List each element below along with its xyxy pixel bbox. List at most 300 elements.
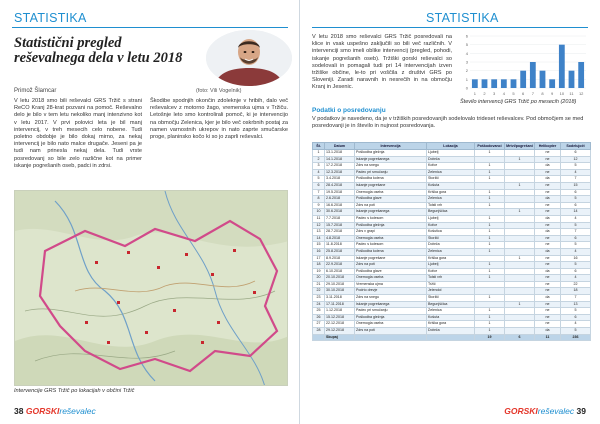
table-row — [313, 235, 591, 242]
monthly-bar-chart — [460, 32, 590, 98]
table-row — [313, 288, 591, 295]
table-cell: 4 — [561, 275, 591, 282]
table-cell: 14 — [561, 209, 591, 216]
chart-x-tick: 5 — [512, 91, 515, 96]
table-cell: Poškodba glave — [355, 196, 427, 203]
chart-y-tick: 0 — [465, 85, 468, 91]
table-row — [313, 169, 591, 176]
table-cell: Iskanje pogrešane — [355, 182, 427, 189]
chart-x-tick: 4 — [502, 91, 505, 96]
table-cell: Ljubelj — [427, 262, 475, 269]
table-cell: 1 — [475, 321, 505, 328]
table-cell: Poškodba kolena — [355, 176, 427, 183]
table-cell: 1 — [475, 202, 505, 209]
table-cell: 3 — [313, 163, 325, 170]
table-cell: 1 — [475, 295, 505, 302]
table-cell: 18 — [313, 262, 325, 269]
table-cell — [505, 248, 535, 255]
table-cell: Zelenica — [427, 196, 475, 203]
table-cell: Ljubelj — [427, 150, 475, 157]
table-cell: 4 — [561, 248, 591, 255]
table-row — [313, 215, 591, 222]
table-cell: Košuta — [427, 314, 475, 321]
table-cell: ne — [535, 202, 561, 209]
table-cell: ne — [535, 222, 561, 229]
table-cell: Onemogla oseba — [355, 189, 427, 196]
table-cell: Zdrs na poti — [355, 202, 427, 209]
table-cell: Zdrs na poti — [355, 262, 427, 269]
table-total-cell: Skupaj — [325, 334, 355, 341]
footer-left — [14, 406, 96, 416]
table-cell — [505, 275, 535, 282]
table-cell: 13 — [313, 229, 325, 236]
table-cell: 2 — [313, 156, 325, 163]
table-cell: 11 — [313, 215, 325, 222]
table-cell: Košuta — [427, 182, 475, 189]
table-cell: 4 — [561, 215, 591, 222]
table-cell: ne — [535, 308, 561, 315]
table-cell: Kriška gora — [427, 189, 475, 196]
table-cell: 15 — [313, 242, 325, 249]
table-cell: Zdrs v grapi — [355, 229, 427, 236]
table-cell: da — [535, 328, 561, 335]
table-cell: Zelenica — [427, 248, 475, 255]
chart-bar — [501, 79, 507, 88]
chart-x-tick: 1 — [473, 91, 476, 96]
table-cell: da — [535, 163, 561, 170]
table-cell — [505, 163, 535, 170]
chart-x-tick: 3 — [493, 91, 496, 96]
table-row — [313, 222, 591, 229]
table-cell — [505, 268, 535, 275]
table-cell: 17.11.2018 — [325, 301, 355, 308]
table-cell: ne — [535, 314, 561, 321]
table-cell: Ljubelj — [427, 215, 475, 222]
table-cell: 5 — [561, 308, 591, 315]
table-cell: 1 — [475, 150, 505, 157]
table-cell: Iskanje pogrešanega — [355, 301, 427, 308]
table-cell: 6 — [561, 150, 591, 157]
section-title-right: STATISTIKA — [426, 11, 499, 25]
chart-x-tick: 11 — [569, 91, 574, 96]
table-cell: 16.6.2018 — [325, 202, 355, 209]
table-cell: da — [535, 215, 561, 222]
table-cell: Jelendol — [427, 288, 475, 295]
table-cell: Zdrs na poti — [355, 328, 427, 335]
chart-y-tick: 6 — [465, 33, 468, 39]
table-row — [313, 229, 591, 236]
table-cell — [505, 242, 535, 249]
table-cell: 28.4.2018 — [325, 182, 355, 189]
table-cell: 27 — [313, 321, 325, 328]
table-cell: da — [535, 295, 561, 302]
table-header-cell: Poškodovanci — [475, 143, 505, 150]
table-total-cell — [355, 334, 427, 341]
table-cell — [505, 308, 535, 315]
table-cell: ne — [535, 262, 561, 269]
table-row — [313, 189, 591, 196]
table-cell: 1 — [475, 308, 505, 315]
chart-bar — [578, 62, 584, 88]
table-cell: 4 — [561, 321, 591, 328]
table-cell: 5 — [561, 163, 591, 170]
chart-y-tick: 1 — [465, 76, 468, 82]
author-name: Primož Šlamcar — [14, 88, 57, 94]
table-cell: Onemogla oseba — [355, 275, 427, 282]
table-cell: 20.10.2018 — [325, 275, 355, 282]
table-cell — [505, 176, 535, 183]
table-cell: 5 — [313, 176, 325, 183]
table-cell: 7 — [561, 229, 591, 236]
table-cell: Zdrs na snegu — [355, 295, 427, 302]
table-cell: Tolsti vrh — [427, 202, 475, 209]
brand-resevalec: reševalec — [59, 406, 96, 416]
brand-resevalec-right: reševalec — [537, 406, 575, 416]
table-cell: 13.1.2018 — [325, 150, 355, 157]
table-cell — [505, 288, 535, 295]
table-cell: 5 — [561, 242, 591, 249]
table-row — [313, 150, 591, 157]
body-text-right: Škodibe spodnjih okončin zdoleknje v hribih, dalo več reševalcev z motorno žago, vremenska ujma v Tržiču. Letošnje leto smo kontrolirali pomoč, ki je intervencijo na območju Zelenica, kjer je bilo več oskrbnih postaj za namen varnostnih ukrepov in nato zaprte smučarske proge, planinsko kočo ki so jo zaprli reševalci. — [150, 98, 288, 141]
table-cell: 12.3.2018 — [325, 169, 355, 176]
table-cell — [475, 156, 505, 163]
table-cell: 11.8.2018 — [325, 242, 355, 249]
table-cell: 4 — [561, 169, 591, 176]
table-cell: ne — [535, 169, 561, 176]
table-cell: 1 — [475, 169, 505, 176]
table-cell: Kofce — [427, 268, 475, 275]
section-title: STATISTIKA — [14, 11, 87, 25]
table-cell: Poškodba gležnja — [355, 222, 427, 229]
table-cell: 1 — [475, 189, 505, 196]
table-cell: 13 — [561, 301, 591, 308]
table-cell: 16 — [561, 255, 591, 262]
table-cell: Kofce — [427, 163, 475, 170]
subheading-text: V podatkov je navedeno, da je v tržiških posredovanjih sodelovalo trideset reševalcev. Pod območjem se med posredovanji je in število in nujnost posredovanja. — [312, 116, 584, 130]
table-cell: 24 — [313, 301, 325, 308]
table-total-cell: 236 — [561, 334, 591, 341]
table-header-cell: Helikopter — [535, 143, 561, 150]
table-cell: Padec s kolesom — [355, 242, 427, 249]
table-cell: Iskanje pogrešanega — [355, 209, 427, 216]
table-cell: 22.12.2018 — [325, 321, 355, 328]
table-cell: 30.6.2018 — [325, 209, 355, 216]
table-cell: 14 — [313, 235, 325, 242]
table-row — [313, 314, 591, 321]
table-cell: 22.9.2018 — [325, 262, 355, 269]
table-cell: ne — [535, 182, 561, 189]
table-cell: Vremenska ujma — [355, 281, 427, 288]
intro-text: V letu 2018 smo reševalci GRS Tržič posredovali na klice in vsak uspešno zaključili so bili več različnih. V intervenciji smo imeli oblike intervencij (pregled, pohodi, iskanje pogrešanih oseb). Tržiški gorski reševalci so sodelovali in pomagali tudi pri 14 intervencijah izven tržiške občine, le-to pri voščila z društvi GRS po Sloveniji. Zaradi naravnih in nesrečih in na območju Kranj in Jesenic. — [312, 34, 452, 91]
chart-x-tick: 6 — [522, 91, 525, 96]
chart-x-tick: 9 — [551, 91, 554, 96]
interventions-table — [312, 142, 591, 341]
table-cell: 22 — [561, 281, 591, 288]
table-cell: ne — [535, 255, 561, 262]
table-cell: 5 — [561, 222, 591, 229]
intervention-map — [14, 190, 288, 386]
table-cell: Begunjščica — [427, 209, 475, 216]
table-cell: 8 — [313, 196, 325, 203]
table-cell: 14.1.2018 — [325, 156, 355, 163]
page-number-right: 39 — [576, 406, 586, 416]
chart-bar — [559, 45, 565, 88]
table-cell — [505, 314, 535, 321]
table-cell: 1 — [475, 275, 505, 282]
table-cell: 1 — [505, 209, 535, 216]
table-cell: da — [535, 268, 561, 275]
table-cell — [505, 321, 535, 328]
chart-y-tick: 3 — [465, 59, 468, 65]
table-cell: Tržič — [427, 281, 475, 288]
table-cell: 1 — [475, 222, 505, 229]
table-cell: ne — [535, 189, 561, 196]
table-cell: 1 — [475, 163, 505, 170]
table-cell: Iskanje pogrešanega — [355, 156, 427, 163]
table-cell: ne — [535, 288, 561, 295]
chart-x-tick: 10 — [559, 91, 565, 96]
table-cell: 3.4.2018 — [325, 176, 355, 183]
table-cell: 17 — [313, 255, 325, 262]
table-cell: Iskanje pogrešane — [355, 255, 427, 262]
brand-gorski: GORSKI — [25, 406, 60, 416]
title-rule-right — [312, 27, 588, 28]
table-cell: 22 — [313, 288, 325, 295]
table-cell — [505, 215, 535, 222]
chart-bar — [540, 71, 546, 88]
table-cell: 1 — [475, 196, 505, 203]
table-row — [313, 182, 591, 189]
title-rule — [12, 27, 288, 28]
table-cell: 25 — [313, 308, 325, 315]
table-row — [313, 209, 591, 216]
table-cell: 15.12.2018 — [325, 314, 355, 321]
table-cell: 5 — [561, 196, 591, 203]
table-row — [313, 328, 591, 335]
chart-bar — [549, 79, 555, 88]
table-cell — [505, 196, 535, 203]
table-cell: 4 — [313, 169, 325, 176]
chart-bar — [491, 79, 497, 88]
table-cell — [505, 328, 535, 335]
chart-bar — [472, 79, 478, 88]
map-caption: Intervencije GRS Tržič po lokacijah v občini Tržič — [14, 388, 135, 394]
chart-bar — [569, 71, 575, 88]
table-header-cell: Št. — [313, 143, 325, 150]
table-cell: 20 — [313, 275, 325, 282]
table-cell: 19 — [313, 268, 325, 275]
table-cell — [505, 262, 535, 269]
table-cell: Zdrs na snegu — [355, 163, 427, 170]
table-cell: 2.6.2018 — [325, 196, 355, 203]
table-cell: 7 — [561, 295, 591, 302]
table-row — [313, 156, 591, 163]
table-cell: 1 — [475, 328, 505, 335]
table-cell: 6.10.2018 — [325, 268, 355, 275]
chart-y-tick: 2 — [465, 68, 468, 74]
table-cell: Dobrča — [427, 328, 475, 335]
table-cell: 16 — [313, 248, 325, 255]
table-total-cell — [427, 334, 475, 341]
table-cell: 10 — [313, 209, 325, 216]
table-cell — [505, 281, 535, 288]
table-cell — [505, 229, 535, 236]
table-cell: 15 — [561, 182, 591, 189]
table-total-cell: 6 — [505, 334, 535, 341]
table-cell: ne — [535, 209, 561, 216]
table-cell: 6 — [561, 189, 591, 196]
table-cell: 15.7.2018 — [325, 222, 355, 229]
table-cell: 29.10.2018 — [325, 281, 355, 288]
chart-bar — [520, 71, 526, 88]
table-row — [313, 176, 591, 183]
table-cell: 1 — [475, 268, 505, 275]
table-cell: 17.2.2018 — [325, 163, 355, 170]
table-header-cell: Datum — [325, 143, 355, 150]
table-header-cell: Sodelujoči — [561, 143, 591, 150]
table-cell: Kriška gora — [427, 321, 475, 328]
table-cell: Kofce — [427, 222, 475, 229]
chart-bar — [482, 79, 488, 88]
table-cell: Padec pri smučanju — [355, 308, 427, 315]
table-cell — [505, 189, 535, 196]
table-cell: Podrto drevje — [355, 288, 427, 295]
chart-caption: Število intervencij GRS Tržič po mesecih (2018) — [460, 99, 577, 105]
table-cell — [475, 301, 505, 308]
table-cell: Dobrča — [427, 156, 475, 163]
table-cell: 6 — [561, 314, 591, 321]
table-cell: 5 — [561, 328, 591, 335]
table-cell: 1 — [475, 229, 505, 236]
table-cell: 6 — [561, 235, 591, 242]
table-row — [313, 275, 591, 282]
table-cell: 30.10.2018 — [325, 288, 355, 295]
table-cell: 1 — [475, 242, 505, 249]
table-cell: Onemogla oseba — [355, 321, 427, 328]
table-row — [313, 268, 591, 275]
table-cell — [475, 255, 505, 262]
table-cell: Poškodba gležnja — [355, 314, 427, 321]
table-total-cell: 19 — [475, 334, 505, 341]
table-cell: ne — [535, 235, 561, 242]
table-row — [313, 321, 591, 328]
chart-x-tick: 2 — [483, 91, 486, 96]
table-cell: 1.12.2018 — [325, 308, 355, 315]
table-cell: Storžič — [427, 176, 475, 183]
table-row — [313, 262, 591, 269]
table-cell: Košutica — [427, 229, 475, 236]
table-cell — [475, 209, 505, 216]
table-cell: Zelenica — [427, 169, 475, 176]
table-cell: 1 — [475, 215, 505, 222]
table-cell: 29.12.2018 — [325, 328, 355, 335]
table-cell — [475, 182, 505, 189]
chart-x-tick: 8 — [541, 91, 544, 96]
table-cell: Padec pri smučanju — [355, 169, 427, 176]
table-cell: 25.8.2018 — [325, 248, 355, 255]
table-cell: Storžič — [427, 235, 475, 242]
table-cell: 1 — [505, 156, 535, 163]
table-cell: da — [535, 229, 561, 236]
table-cell: 1 — [475, 176, 505, 183]
table-cell: ne — [535, 242, 561, 249]
table-cell: Poškodba kolena — [355, 248, 427, 255]
table-cell: ne — [535, 150, 561, 157]
table-cell — [505, 150, 535, 157]
footer-right — [504, 406, 586, 416]
table-cell: 4.8.2018 — [325, 235, 355, 242]
table-cell: 23 — [313, 295, 325, 302]
chart-x-tick: 12 — [578, 91, 584, 96]
table-cell: 1 — [475, 314, 505, 321]
table-cell: 6 — [561, 268, 591, 275]
table-cell — [505, 169, 535, 176]
table-cell: Poškodba gležnja — [355, 150, 427, 157]
table-cell: 1 — [475, 235, 505, 242]
table-cell: Begunjščica — [427, 301, 475, 308]
table-cell: 5 — [561, 262, 591, 269]
table-cell: ne — [535, 275, 561, 282]
table-cell: 28.7.2018 — [325, 229, 355, 236]
chart-bar — [511, 79, 517, 88]
table-row — [313, 163, 591, 170]
table-cell: ne — [535, 321, 561, 328]
table-cell: Storžič — [427, 295, 475, 302]
brand-gorski-right: GORSKI — [504, 406, 538, 416]
table-row — [313, 196, 591, 203]
table-cell: Kriška gora — [427, 255, 475, 262]
table-cell: da — [535, 248, 561, 255]
table-header-cell: Lokacija — [427, 143, 475, 150]
table-cell: 7 — [313, 189, 325, 196]
right-page — [300, 0, 600, 424]
article-title: Statistični pregled reševalnega dela v letu 2018 — [14, 35, 183, 66]
table-header-cell: Mrtvi/pogrešani — [506, 144, 533, 148]
table-cell: 3.11.2018 — [325, 295, 355, 302]
table-cell: da — [535, 176, 561, 183]
table-total-row — [313, 334, 591, 341]
table-cell: da — [535, 196, 561, 203]
table-cell: 1 — [505, 255, 535, 262]
table-cell — [505, 295, 535, 302]
table-row — [313, 295, 591, 302]
table-cell: 6 — [561, 202, 591, 209]
table-cell — [505, 222, 535, 229]
table-cell — [505, 202, 535, 209]
table-cell: 19.5.2018 — [325, 189, 355, 196]
table-row — [313, 281, 591, 288]
table-cell: 1 — [475, 262, 505, 269]
table-cell: Padec s kolesom — [355, 215, 427, 222]
table-cell — [475, 288, 505, 295]
table-cell: ne — [535, 301, 561, 308]
table-cell — [475, 281, 505, 288]
table-row — [313, 308, 591, 315]
table-cell: 21 — [313, 281, 325, 288]
table-row — [313, 248, 591, 255]
table-cell — [505, 235, 535, 242]
table-cell: ne — [535, 281, 561, 288]
table-cell: 1 — [475, 248, 505, 255]
table-cell: 7.7.2018 — [325, 215, 355, 222]
table-cell: Onemogla oseba — [355, 235, 427, 242]
table-cell: ne — [535, 156, 561, 163]
table-row — [313, 202, 591, 209]
table-total-cell — [313, 334, 325, 341]
table-cell: Poškodba glave — [355, 268, 427, 275]
table-header-cell: Intervencija — [355, 143, 427, 150]
table-cell: 8.9.2018 — [325, 255, 355, 262]
